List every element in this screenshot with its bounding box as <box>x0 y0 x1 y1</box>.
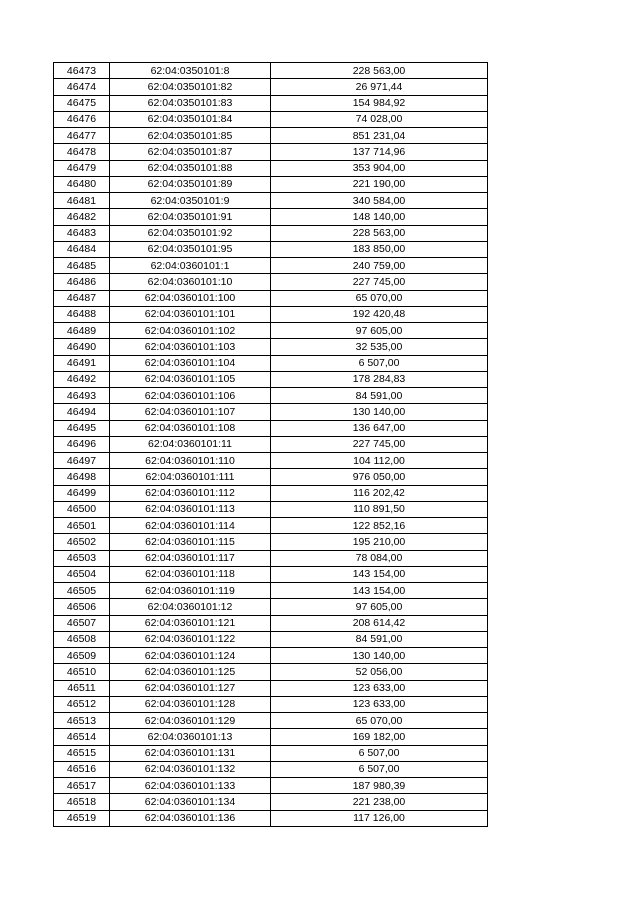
cadastral-number-cell: 62:04:0360101:134 <box>110 794 271 810</box>
cadastral-number-cell: 62:04:0360101:132 <box>110 761 271 777</box>
cadastral-value-cell: 123 633,00 <box>271 680 488 696</box>
table-row <box>54 241 488 257</box>
cadastral-number-cell: 62:04:0360101:105 <box>110 371 271 387</box>
cadastral-value-cell: 143 154,00 <box>271 583 488 599</box>
row-number-cell: 46517 <box>54 778 110 794</box>
cadastral-number-cell: 62:04:0350101:8 <box>110 63 271 79</box>
table-row <box>54 225 488 241</box>
table-row <box>54 729 488 745</box>
row-number-cell: 46475 <box>54 95 110 111</box>
row-number-cell: 46509 <box>54 648 110 664</box>
cadastral-number-cell: 62:04:0360101:101 <box>110 306 271 322</box>
cadastral-value-cell: 154 984,92 <box>271 95 488 111</box>
table-row <box>54 436 488 452</box>
table-row <box>54 355 488 371</box>
cadastral-value-cell: 148 140,00 <box>271 209 488 225</box>
table-row <box>54 193 488 209</box>
cadastral-value-cell: 32 535,00 <box>271 339 488 355</box>
table-row <box>54 810 488 826</box>
table-row <box>54 664 488 680</box>
row-number-cell: 46477 <box>54 128 110 144</box>
table-row <box>54 274 488 290</box>
table-row <box>54 306 488 322</box>
table-row <box>54 209 488 225</box>
cadastral-value-cell: 84 591,00 <box>271 631 488 647</box>
row-number-cell: 46480 <box>54 176 110 192</box>
cadastral-number-cell: 62:04:0360101:103 <box>110 339 271 355</box>
table-row <box>54 713 488 729</box>
cadastral-value-cell: 130 140,00 <box>271 648 488 664</box>
row-number-cell: 46488 <box>54 306 110 322</box>
table-row <box>54 761 488 777</box>
cadastral-number-cell: 62:04:0360101:11 <box>110 436 271 452</box>
cadastral-value-cell: 6 507,00 <box>271 761 488 777</box>
row-number-cell: 46514 <box>54 729 110 745</box>
row-number-cell: 46503 <box>54 550 110 566</box>
cadastral-value-cell: 192 420,48 <box>271 306 488 322</box>
cadastral-number-cell: 62:04:0360101:112 <box>110 485 271 501</box>
cadastral-number-cell: 62:04:0350101:88 <box>110 160 271 176</box>
cadastral-value-cell: 110 891,50 <box>271 501 488 517</box>
row-number-cell: 46502 <box>54 534 110 550</box>
cadastral-value-cell: 116 202,42 <box>271 485 488 501</box>
cadastral-value-cell: 169 182,00 <box>271 729 488 745</box>
row-number-cell: 46483 <box>54 225 110 241</box>
row-number-cell: 46482 <box>54 209 110 225</box>
table-row <box>54 323 488 339</box>
row-number-cell: 46478 <box>54 144 110 160</box>
cadastral-number-cell: 62:04:0360101:12 <box>110 599 271 615</box>
cadastral-number-cell: 62:04:0350101:91 <box>110 209 271 225</box>
row-number-cell: 46498 <box>54 469 110 485</box>
cadastral-number-cell: 62:04:0360101:13 <box>110 729 271 745</box>
row-number-cell: 46518 <box>54 794 110 810</box>
table-row <box>54 615 488 631</box>
cadastral-value-cell: 240 759,00 <box>271 258 488 274</box>
cadastral-value-cell: 6 507,00 <box>271 745 488 761</box>
cadastral-number-cell: 62:04:0360101:124 <box>110 648 271 664</box>
table-row <box>54 95 488 111</box>
table-row <box>54 453 488 469</box>
cadastral-number-cell: 62:04:0360101:107 <box>110 404 271 420</box>
table-row <box>54 680 488 696</box>
row-number-cell: 46476 <box>54 111 110 127</box>
cadastral-value-cell: 187 980,39 <box>271 778 488 794</box>
table-body <box>54 63 488 827</box>
table-row <box>54 128 488 144</box>
cadastral-number-cell: 62:04:0360101:121 <box>110 615 271 631</box>
cadastral-value-cell: 228 563,00 <box>271 63 488 79</box>
cadastral-value-cell: 6 507,00 <box>271 355 488 371</box>
cadastral-number-cell: 62:04:0360101:131 <box>110 745 271 761</box>
cadastral-value-cell: 97 605,00 <box>271 599 488 615</box>
table-row <box>54 648 488 664</box>
cadastral-number-cell: 62:04:0360101:104 <box>110 355 271 371</box>
table-row <box>54 599 488 615</box>
row-number-cell: 46513 <box>54 713 110 729</box>
row-number-cell: 46505 <box>54 583 110 599</box>
table-row <box>54 339 488 355</box>
cadastral-value-cell: 84 591,00 <box>271 388 488 404</box>
cadastral-value-cell: 221 190,00 <box>271 176 488 192</box>
cadastral-number-cell: 62:04:0360101:125 <box>110 664 271 680</box>
cadastral-number-cell: 62:04:0360101:118 <box>110 566 271 582</box>
table-row <box>54 176 488 192</box>
cadastral-number-cell: 62:04:0360101:10 <box>110 274 271 290</box>
row-number-cell: 46500 <box>54 501 110 517</box>
table-row <box>54 290 488 306</box>
table-row <box>54 550 488 566</box>
cadastral-value-cell: 65 070,00 <box>271 713 488 729</box>
cadastral-value-cell: 136 647,00 <box>271 420 488 436</box>
cadastral-value-cell: 228 563,00 <box>271 225 488 241</box>
table-row <box>54 388 488 404</box>
row-number-cell: 46507 <box>54 615 110 631</box>
cadastral-number-cell: 62:04:0360101:113 <box>110 501 271 517</box>
cadastral-value-cell: 137 714,96 <box>271 144 488 160</box>
table-row <box>54 631 488 647</box>
row-number-cell: 46512 <box>54 696 110 712</box>
cadastral-number-cell: 62:04:0350101:82 <box>110 79 271 95</box>
cadastral-number-cell: 62:04:0360101:133 <box>110 778 271 794</box>
cadastral-number-cell: 62:04:0360101:136 <box>110 810 271 826</box>
cadastral-value-cell: 208 614,42 <box>271 615 488 631</box>
row-number-cell: 46506 <box>54 599 110 615</box>
table-row <box>54 566 488 582</box>
cadastral-value-table <box>53 62 488 827</box>
cadastral-value-cell: 130 140,00 <box>271 404 488 420</box>
cadastral-value-cell: 26 971,44 <box>271 79 488 95</box>
cadastral-number-cell: 62:04:0360101:129 <box>110 713 271 729</box>
cadastral-value-cell: 122 852,16 <box>271 518 488 534</box>
cadastral-number-cell: 62:04:0360101:108 <box>110 420 271 436</box>
cadastral-value-cell: 78 084,00 <box>271 550 488 566</box>
row-number-cell: 46510 <box>54 664 110 680</box>
cadastral-number-cell: 62:04:0360101:115 <box>110 534 271 550</box>
row-number-cell: 46496 <box>54 436 110 452</box>
table-row <box>54 745 488 761</box>
cadastral-number-cell: 62:04:0360101:119 <box>110 583 271 599</box>
table-row <box>54 583 488 599</box>
cadastral-value-cell: 52 056,00 <box>271 664 488 680</box>
cadastral-number-cell: 62:04:0350101:89 <box>110 176 271 192</box>
table-row <box>54 778 488 794</box>
cadastral-number-cell: 62:04:0350101:87 <box>110 144 271 160</box>
cadastral-number-cell: 62:04:0360101:1 <box>110 258 271 274</box>
cadastral-number-cell: 62:04:0360101:117 <box>110 550 271 566</box>
cadastral-number-cell: 62:04:0350101:85 <box>110 128 271 144</box>
row-number-cell: 46487 <box>54 290 110 306</box>
table-row <box>54 420 488 436</box>
cadastral-value-cell: 104 112,00 <box>271 453 488 469</box>
cadastral-value-cell: 195 210,00 <box>271 534 488 550</box>
row-number-cell: 46516 <box>54 761 110 777</box>
table-row <box>54 794 488 810</box>
cadastral-number-cell: 62:04:0360101:100 <box>110 290 271 306</box>
cadastral-value-cell: 976 050,00 <box>271 469 488 485</box>
row-number-cell: 46501 <box>54 518 110 534</box>
table-row <box>54 485 488 501</box>
cadastral-value-cell: 74 028,00 <box>271 111 488 127</box>
row-number-cell: 46491 <box>54 355 110 371</box>
cadastral-value-cell: 117 126,00 <box>271 810 488 826</box>
row-number-cell: 46486 <box>54 274 110 290</box>
cadastral-value-cell: 851 231,04 <box>271 128 488 144</box>
table-row <box>54 258 488 274</box>
cadastral-value-cell: 353 904,00 <box>271 160 488 176</box>
cadastral-value-cell: 97 605,00 <box>271 323 488 339</box>
table-row <box>54 79 488 95</box>
cadastral-number-cell: 62:04:0360101:106 <box>110 388 271 404</box>
row-number-cell: 46511 <box>54 680 110 696</box>
row-number-cell: 46508 <box>54 631 110 647</box>
row-number-cell: 46499 <box>54 485 110 501</box>
cadastral-number-cell: 62:04:0360101:122 <box>110 631 271 647</box>
table-row <box>54 518 488 534</box>
row-number-cell: 46490 <box>54 339 110 355</box>
table-row <box>54 63 488 79</box>
row-number-cell: 46479 <box>54 160 110 176</box>
cadastral-number-cell: 62:04:0360101:111 <box>110 469 271 485</box>
row-number-cell: 46474 <box>54 79 110 95</box>
cadastral-value-cell: 183 850,00 <box>271 241 488 257</box>
table-row <box>54 371 488 387</box>
row-number-cell: 46481 <box>54 193 110 209</box>
cadastral-value-cell: 221 238,00 <box>271 794 488 810</box>
cadastral-number-cell: 62:04:0360101:102 <box>110 323 271 339</box>
table-row <box>54 696 488 712</box>
cadastral-value-cell: 65 070,00 <box>271 290 488 306</box>
row-number-cell: 46492 <box>54 371 110 387</box>
row-number-cell: 46504 <box>54 566 110 582</box>
row-number-cell: 46494 <box>54 404 110 420</box>
cadastral-number-cell: 62:04:0360101:128 <box>110 696 271 712</box>
row-number-cell: 46484 <box>54 241 110 257</box>
cadastral-number-cell: 62:04:0350101:92 <box>110 225 271 241</box>
cadastral-value-cell: 227 745,00 <box>271 436 488 452</box>
cadastral-number-cell: 62:04:0360101:127 <box>110 680 271 696</box>
cadastral-value-cell: 178 284,83 <box>271 371 488 387</box>
table-row <box>54 404 488 420</box>
table-row <box>54 111 488 127</box>
row-number-cell: 46473 <box>54 63 110 79</box>
row-number-cell: 46515 <box>54 745 110 761</box>
row-number-cell: 46497 <box>54 453 110 469</box>
cadastral-value-cell: 227 745,00 <box>271 274 488 290</box>
row-number-cell: 46485 <box>54 258 110 274</box>
cadastral-number-cell: 62:04:0350101:9 <box>110 193 271 209</box>
cadastral-value-cell: 143 154,00 <box>271 566 488 582</box>
cadastral-number-cell: 62:04:0350101:95 <box>110 241 271 257</box>
table-row <box>54 534 488 550</box>
table-row <box>54 144 488 160</box>
row-number-cell: 46493 <box>54 388 110 404</box>
row-number-cell: 46489 <box>54 323 110 339</box>
table-row <box>54 501 488 517</box>
cadastral-number-cell: 62:04:0360101:114 <box>110 518 271 534</box>
row-number-cell: 46495 <box>54 420 110 436</box>
cadastral-number-cell: 62:04:0350101:83 <box>110 95 271 111</box>
row-number-cell: 46519 <box>54 810 110 826</box>
cadastral-value-cell: 340 584,00 <box>271 193 488 209</box>
cadastral-value-cell: 123 633,00 <box>271 696 488 712</box>
cadastral-number-cell: 62:04:0360101:110 <box>110 453 271 469</box>
table-row <box>54 160 488 176</box>
table-row <box>54 469 488 485</box>
cadastral-number-cell: 62:04:0350101:84 <box>110 111 271 127</box>
